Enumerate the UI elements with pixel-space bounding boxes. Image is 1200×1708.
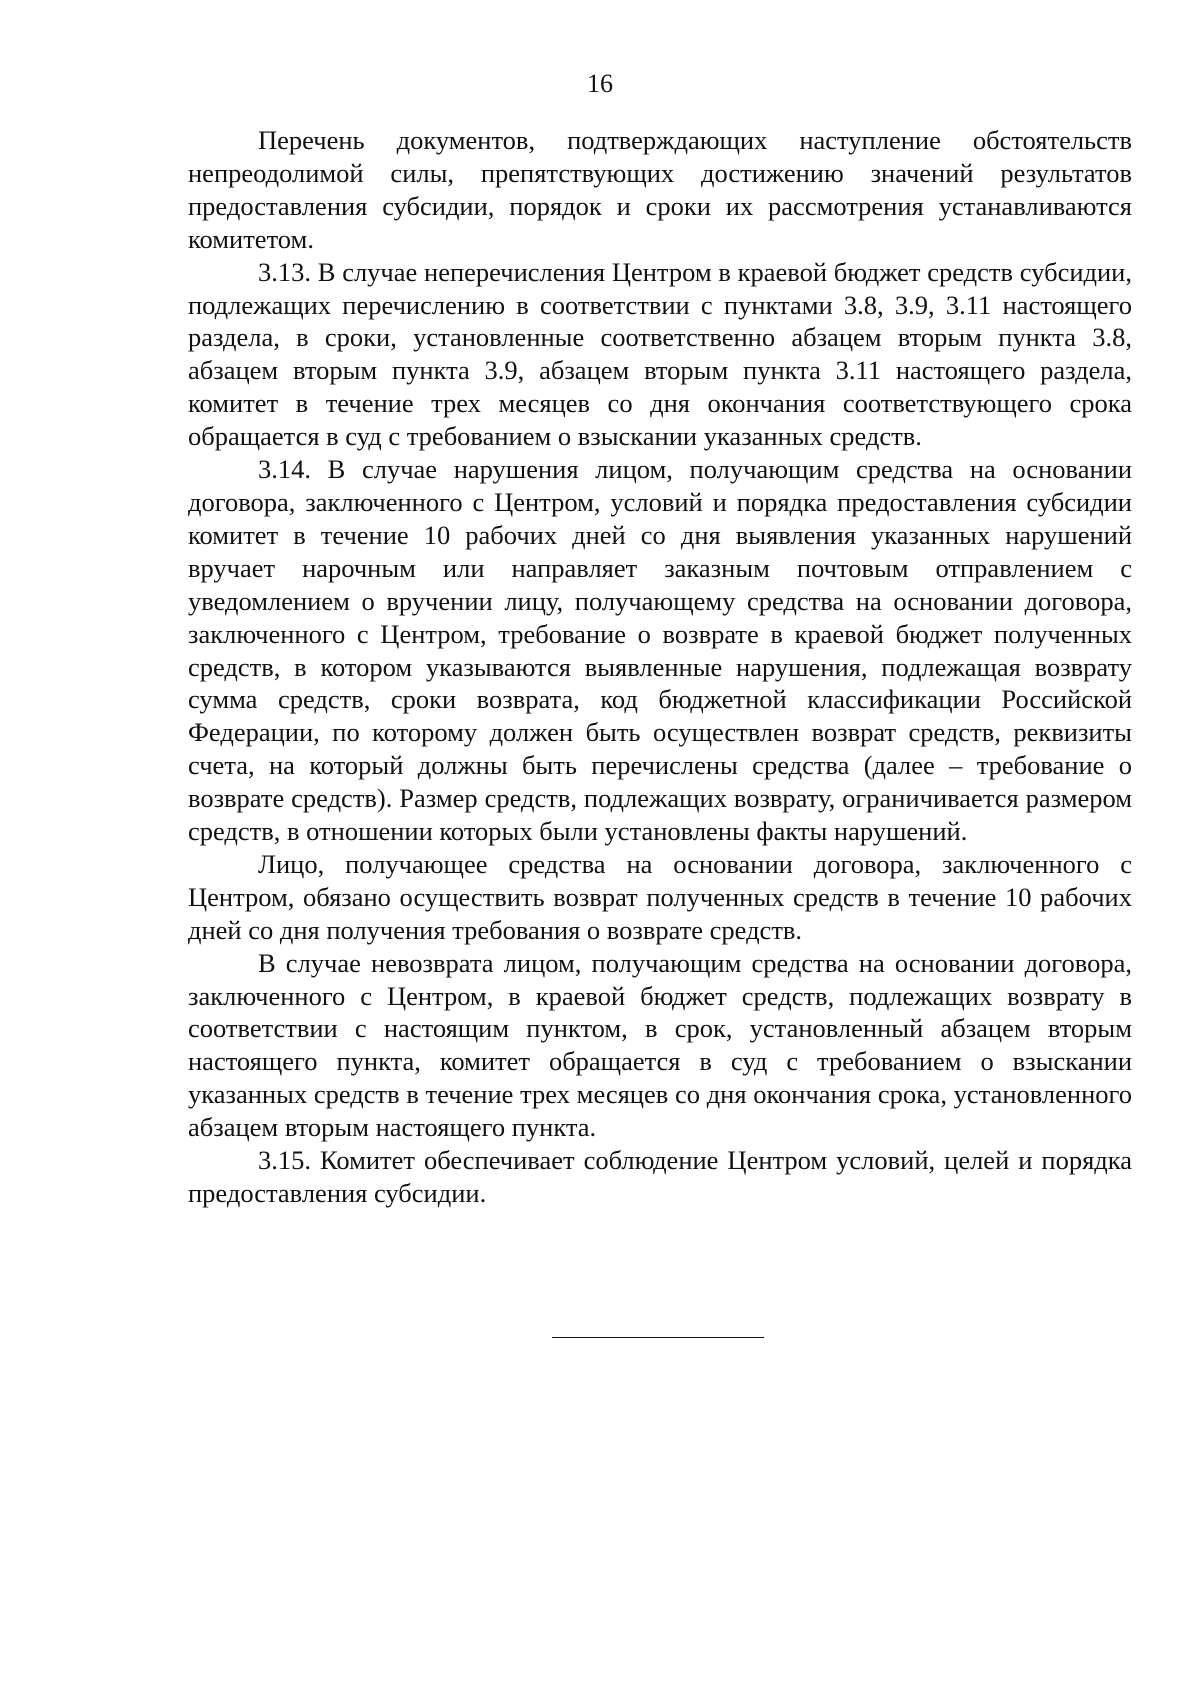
page-number: 16	[587, 69, 613, 98]
document-body	[188, 124, 1132, 1210]
paragraph-force-majeure-documents: Перечень документов, подтверждающих наступление обстоятельств непреодолимой силы, препятствующих достижению значений результатов предоставления субсидии, порядок и сроки их рассмотрения устанавливаются комитетом.	[188, 125, 1132, 254]
paragraph-clause-3-13: 3.13. В случае неперечисления Центром в краевой бюджет средств субсидии, подлежащих перечислению в соответствии с пунктами 3.8, 3.9, 3.11 настоящего раздела, в сроки, установленные соответственно абзацем вторым пункта 3.8, абзацем вторым пункта 3.9, абзацем вторым пункта 3.11 настоящего раздела, комитет в течение трех месяцев со дня окончания соответствующего срока обращается в суд с требованием о взыскании указанных средств.	[188, 256, 1132, 452]
paragraph-refund-obligation: Лицо, получающее средства на основании договора, заключенного с Центром, обязано осуществить возврат полученных средств в течение 10 рабочих дней со дня получения требования о возврате средств.	[188, 848, 1132, 945]
paragraph-clause-3-15: 3.15. Комитет обеспечивает соблюдение Центром условий, целей и порядка предоставления субсидии.	[188, 1145, 1132, 1208]
closing-divider-line	[552, 1337, 764, 1338]
paragraph-clause-3-14: 3.14. В случае нарушения лицом, получающим средства на основании договора, заключенного с Центром, условий и порядка предоставления субсидии комитет в течение 10 рабочих дней со дня выявления указанных нарушений вручает нарочным или направляет заказным почтовым отправлением с уведомлением о вручении лицу, получающему средства на основании договора, заключенного с Центром, требование о возврате в краевой бюджет полученных средств, в котором указываются выявленные нарушения, подлежащая возврату сумма средств, сроки возврата, код бюджетной классификации Российской Федерации, по которому должен быть осуществлен возврат средств, реквизиты счета, на который должны быть перечислены средства (далее – требование о возврате средств). Размер средств, подлежащих возврату, ограничивается размером средств, в отношении которых были установлены факты нарушений.	[188, 454, 1132, 847]
paragraph-non-refund-court: В случае невозврата лицом, получающим средства на основании договора, заключенного с Центром, в краевой бюджет средств, подлежащих возврату в соответствии с настоящим пунктом, в срок, установленный абзацем вторым настоящего пункта, комитет обращается в суд с требованием о взыскании указанных средств в течение трех месяцев со дня окончания срока, установленного абзацем вторым настоящего пункта.	[188, 947, 1132, 1143]
